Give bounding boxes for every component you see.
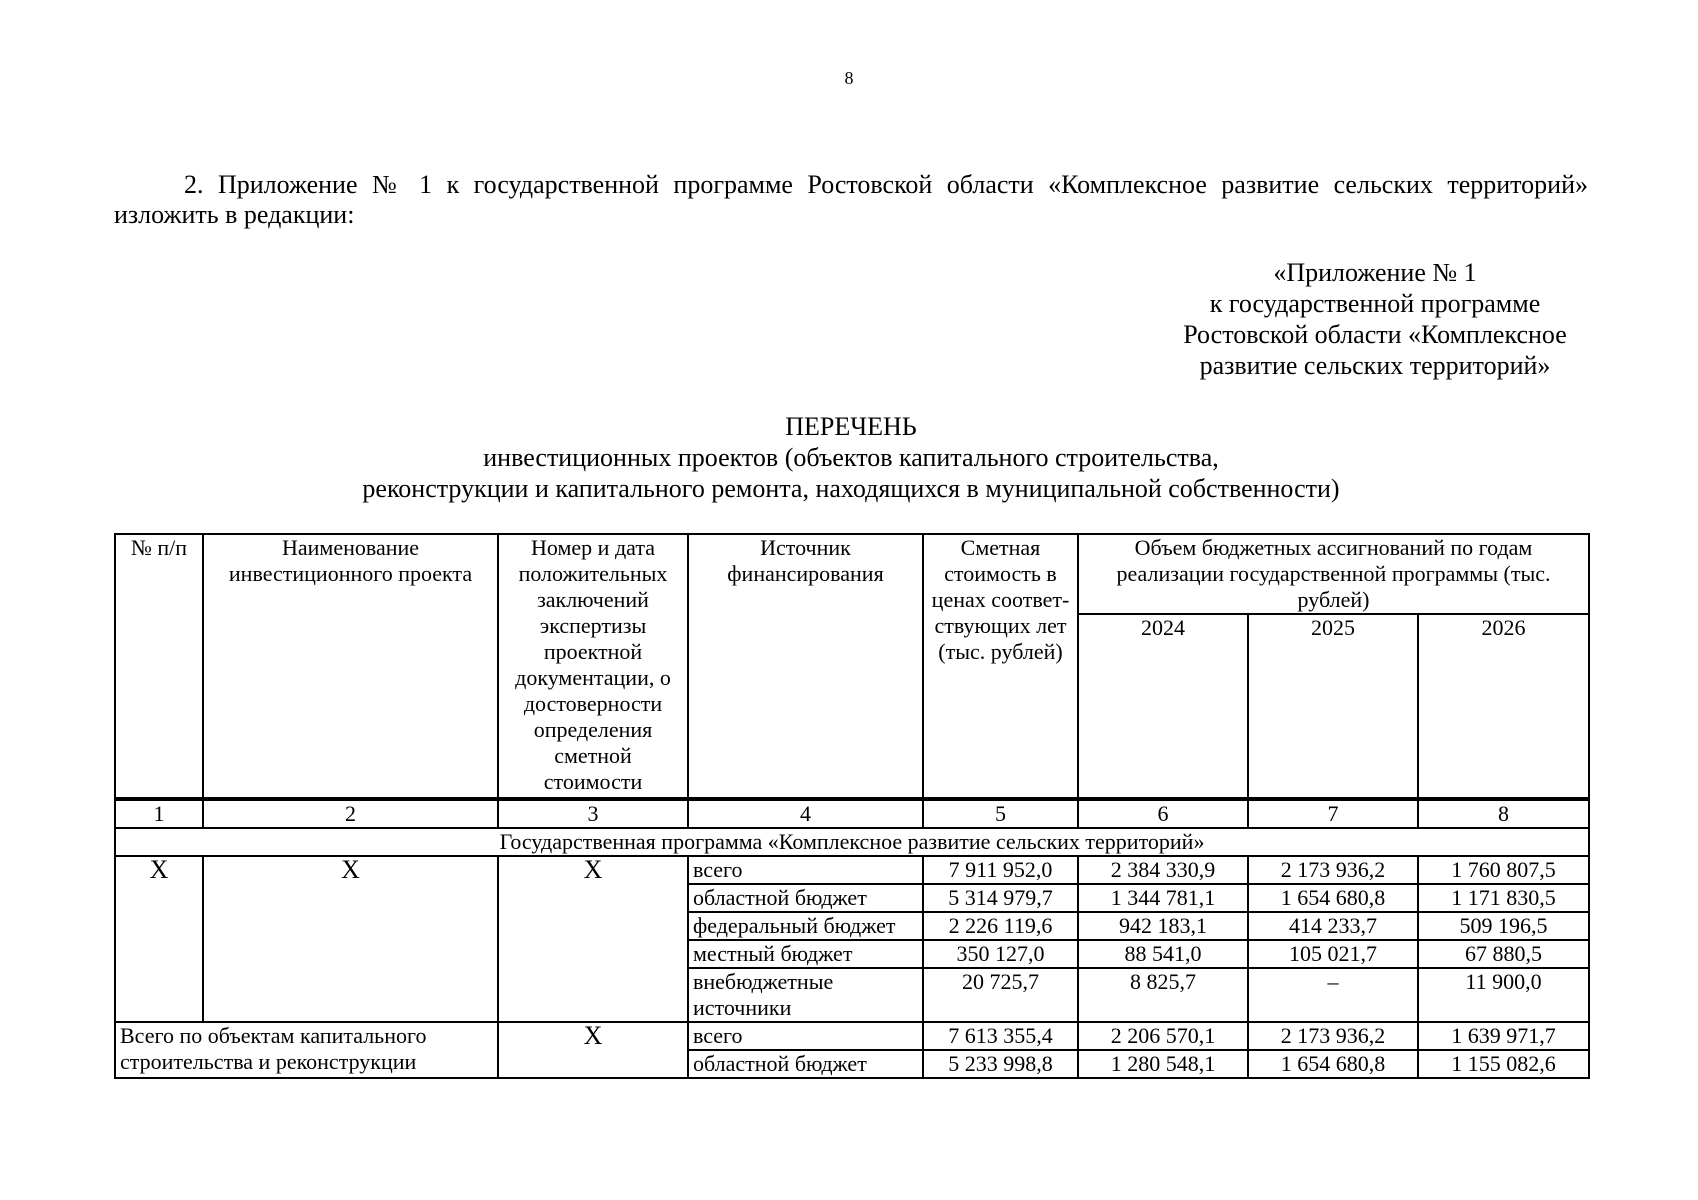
cost-cell: 7 613 355,4 (923, 1022, 1078, 1050)
block1-name-x: X (203, 856, 498, 1022)
appendix-header-line: развитие сельских территорий» (1199, 351, 1551, 380)
year-2025-cell: 2 173 936,2 (1248, 1022, 1418, 1050)
column-number: 3 (498, 799, 688, 828)
cost-cell: 5 233 998,8 (923, 1050, 1078, 1078)
header-row (115, 534, 1589, 614)
cost-cell: 20 725,7 (923, 968, 1078, 1022)
program-row (115, 828, 1589, 856)
funding-source-cell: всего (688, 856, 923, 884)
column-number: 6 (1078, 799, 1248, 828)
cost-cell: 5 314 979,7 (923, 884, 1078, 912)
year-2024-cell: 1 280 548,1 (1078, 1050, 1248, 1078)
year-2026-cell: 67 880,5 (1418, 940, 1589, 968)
year-2025-cell: 1 654 680,8 (1248, 884, 1418, 912)
column-number: 4 (688, 799, 923, 828)
funding-source-cell: федеральный бюджет (688, 912, 923, 940)
cost-cell: 2 226 119,6 (923, 912, 1078, 940)
year-2026-cell: 1 760 807,5 (1418, 856, 1589, 884)
header-project-name: Наименование инвестиционного проекта (203, 534, 498, 799)
page-number: 8 (844, 68, 854, 88)
header-expertise: Номер и дата положительных заключений экспертизы проектной документации, о достоверности определения сметной стоимости (498, 534, 688, 799)
year-2025-cell: 105 021,7 (1248, 940, 1418, 968)
column-number: 1 (115, 799, 203, 828)
header-year-2026: 2026 (1418, 614, 1589, 799)
table-row (115, 856, 1589, 884)
year-2026-cell: 1 639 971,7 (1418, 1022, 1589, 1050)
year-2024-cell: 8 825,7 (1078, 968, 1248, 1022)
appendix-header-line: Ростовской области «Комплексное (1183, 320, 1567, 349)
header-number: № п/п (115, 534, 203, 799)
block2-expertise-x: X (498, 1022, 688, 1078)
year-2025-cell: 2 173 936,2 (1248, 856, 1418, 884)
header-year-2024: 2024 (1078, 614, 1248, 799)
cost-cell: 7 911 952,0 (923, 856, 1078, 884)
appendix-header-line: «Приложение № 1 (1273, 258, 1477, 287)
program-name: Государственная программа «Комплексное развитие сельских территорий» (115, 828, 1589, 856)
cost-cell: 350 127,0 (923, 940, 1078, 968)
column-number: 5 (923, 799, 1078, 828)
year-2026-cell: 1 171 830,5 (1418, 884, 1589, 912)
appendix-header-line: к государственной программе (1209, 289, 1541, 318)
funding-source-cell: местный бюджет (688, 940, 923, 968)
block1-expertise-x: X (498, 856, 688, 1022)
year-2024-cell: 2 206 570,1 (1078, 1022, 1248, 1050)
column-number: 2 (203, 799, 498, 828)
funding-source-cell: областной бюджет (688, 884, 923, 912)
block1-number-x: X (115, 856, 203, 1022)
title-line: инвестиционных проектов (объектов капитального строительства, (483, 443, 1219, 472)
title-line: ПЕРЕЧЕНЬ (785, 412, 917, 441)
year-2026-cell: 509 196,5 (1418, 912, 1589, 940)
header-year-2025: 2025 (1248, 614, 1418, 799)
year-2026-cell: 11 900,0 (1418, 968, 1589, 1022)
document-title (114, 411, 1588, 504)
year-2024-cell: 1 344 781,1 (1078, 884, 1248, 912)
funding-source-cell: областной бюджет (688, 1050, 923, 1078)
investment-table-wrapper (114, 533, 1588, 1079)
column-number: 8 (1418, 799, 1589, 828)
column-number: 7 (1248, 799, 1418, 828)
appendix-header (1140, 257, 1610, 381)
year-2025-cell: 1 654 680,8 (1248, 1050, 1418, 1078)
year-2024-cell: 942 183,1 (1078, 912, 1248, 940)
intro-paragraph: 2. Приложение № 1 к государственной программе Ростовской области «Комплексное развитие сельских территорий» изложить в редакции: (114, 170, 1588, 229)
year-2025-cell: 414 233,7 (1248, 912, 1418, 940)
funding-source-cell: всего (688, 1022, 923, 1050)
funding-source-cell: внебюджетные источники (688, 968, 923, 1022)
table-row (115, 1022, 1589, 1050)
year-2024-cell: 88 541,0 (1078, 940, 1248, 968)
title-line: реконструкции и капитального ремонта, находящихся в муниципальной собственности) (362, 474, 1340, 503)
header-budget-group: Объем бюджетных ассигнований по годам реализации государственной программы (тыс. рублей) (1078, 534, 1589, 614)
block2-name: Всего по объектам капитального строительства и реконструкции (115, 1022, 498, 1078)
header-funding-source: Источник финансирования (688, 534, 923, 799)
column-numbers-row (115, 799, 1589, 828)
header-estimated-cost: Сметная стоимость в ценах соответ-ствующих лет (тыс. рублей) (923, 534, 1078, 799)
year-2024-cell: 2 384 330,9 (1078, 856, 1248, 884)
investment-projects-table (114, 533, 1590, 1079)
year-2026-cell: 1 155 082,6 (1418, 1050, 1589, 1078)
year-2025-cell: – (1248, 968, 1418, 1022)
